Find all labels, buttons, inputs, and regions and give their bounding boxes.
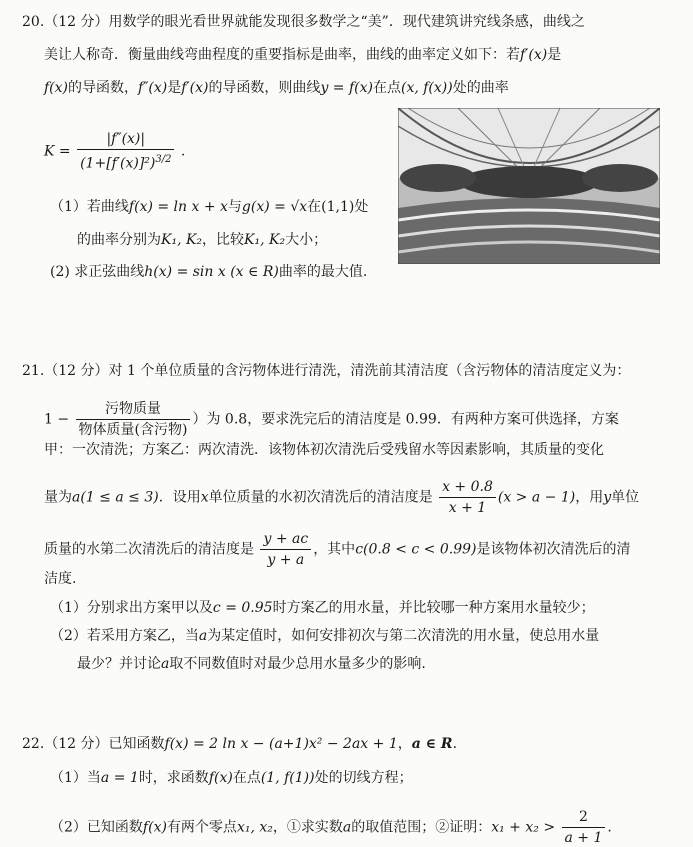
q22-part-2: （2）已知函数f(x)有两个零点x₁, x₂，①求实数a的取值范围；②证明：x₁ + x₂ > $\frac{2}{a + 1}$ . [50, 809, 612, 846]
q21-line-4: 量为a(1 ≤ a ≤ 3)．设用x单位质量的水初次清洗后的清洁度是 $\frac{x + 0.8}{x + 1}$ (x > a − 1)，用y单位 [44, 479, 640, 516]
q22-line-1: 22.（12 分）已知函数f(x) = 2 ln x − (a+1)x² − 2ax + 1，a ∈ R. [22, 736, 458, 752]
q20-line-1: 20.（12 分）用数学的眼光看世界就能发现很多数学之“美”．现代建筑讲究线条感，曲线之 [22, 14, 585, 30]
curvature-formula: K = $\frac{|f''(x)|}{(1+[f'(x)]^2)^{3/2}}$ . [44, 131, 186, 172]
q21-part-2-cont: 最少？并讨论a取不同数值时对最少总用水量多少的影响. [77, 656, 426, 672]
q20-part-1: （1）若曲线f(x) = ln x + x与g(x) = √x在(1,1)处 [50, 199, 369, 215]
q20-line-2: 美让人称奇．衡量曲线弯曲程度的重要指标是曲率，曲线的曲率定义如下：若f′(x)是 [44, 47, 562, 63]
q21-line-6: 洁度. [44, 571, 77, 587]
q21-line-3: 甲：一次清洗；方案乙：两次清洗．该物体初次清洗后受残留水等因素影响，其质量的变化 [44, 442, 604, 458]
q21-line-1: 21.（12 分）对 1 个单位质量的含污物体进行清洗，清洗前其清洁度（含污物体的清洁度定义为： [22, 363, 631, 379]
q22-part-1: （1）当a = 1时，求函数f(x)在点(1, f(1))处的切线方程； [50, 770, 413, 786]
first-wash-fraction: $\frac{x + 0.8}{x + 1}$ [439, 478, 496, 517]
q21-part-2: （2）若采用方案乙，当a为某定值时，如何安排初次与第二次清洗的用水量，使总用水量 [50, 628, 600, 644]
q20-part-1-cont: 的曲率分别为K₁, K₂，比较K₁, K₂大小； [77, 232, 328, 248]
q21-line-2: 1 − $\frac{\text{污物质量}}{\text{物体质量(含污物)}}$ ）为 0.8，要求洗完后的清洁度是 0.99．有两种方案可供选择，方案 [44, 401, 619, 438]
q21-part-1: （1）分别求出方案甲以及c = 0.95时方案乙的用水量，并比较哪一种方案用水量较少； [50, 600, 595, 616]
q20-part-2: (2) 求正弦曲线h(x) = sin x (x ∈ R)曲率的最大值. [50, 264, 368, 280]
bound-fraction: $\frac{2}{a + 1}$ [562, 808, 606, 847]
curvature-fraction: $\frac{|f''(x)|}{(1+[f'(x)]^2)^{3/2}}$ [77, 130, 174, 173]
q21-line-5: 质量的水第二次清洗后的清洁度是 $\frac{y + ac}{y + a}$ ，其中c(0.8 < c < 0.99)是该物体初次清洗后的清 [44, 531, 631, 568]
cleanliness-fraction: $\frac{\text{污物质量}}{\text{物体质量(含污物)}}$ [76, 400, 191, 439]
second-wash-fraction: $\frac{y + ac}{y + a}$ [260, 530, 311, 569]
architecture-photo [398, 108, 660, 264]
q20-line-3: f(x)的导函数，f″(x)是f′(x)的导函数，则曲线y = f(x)在点(x, f(x))处的曲率 [44, 80, 509, 96]
